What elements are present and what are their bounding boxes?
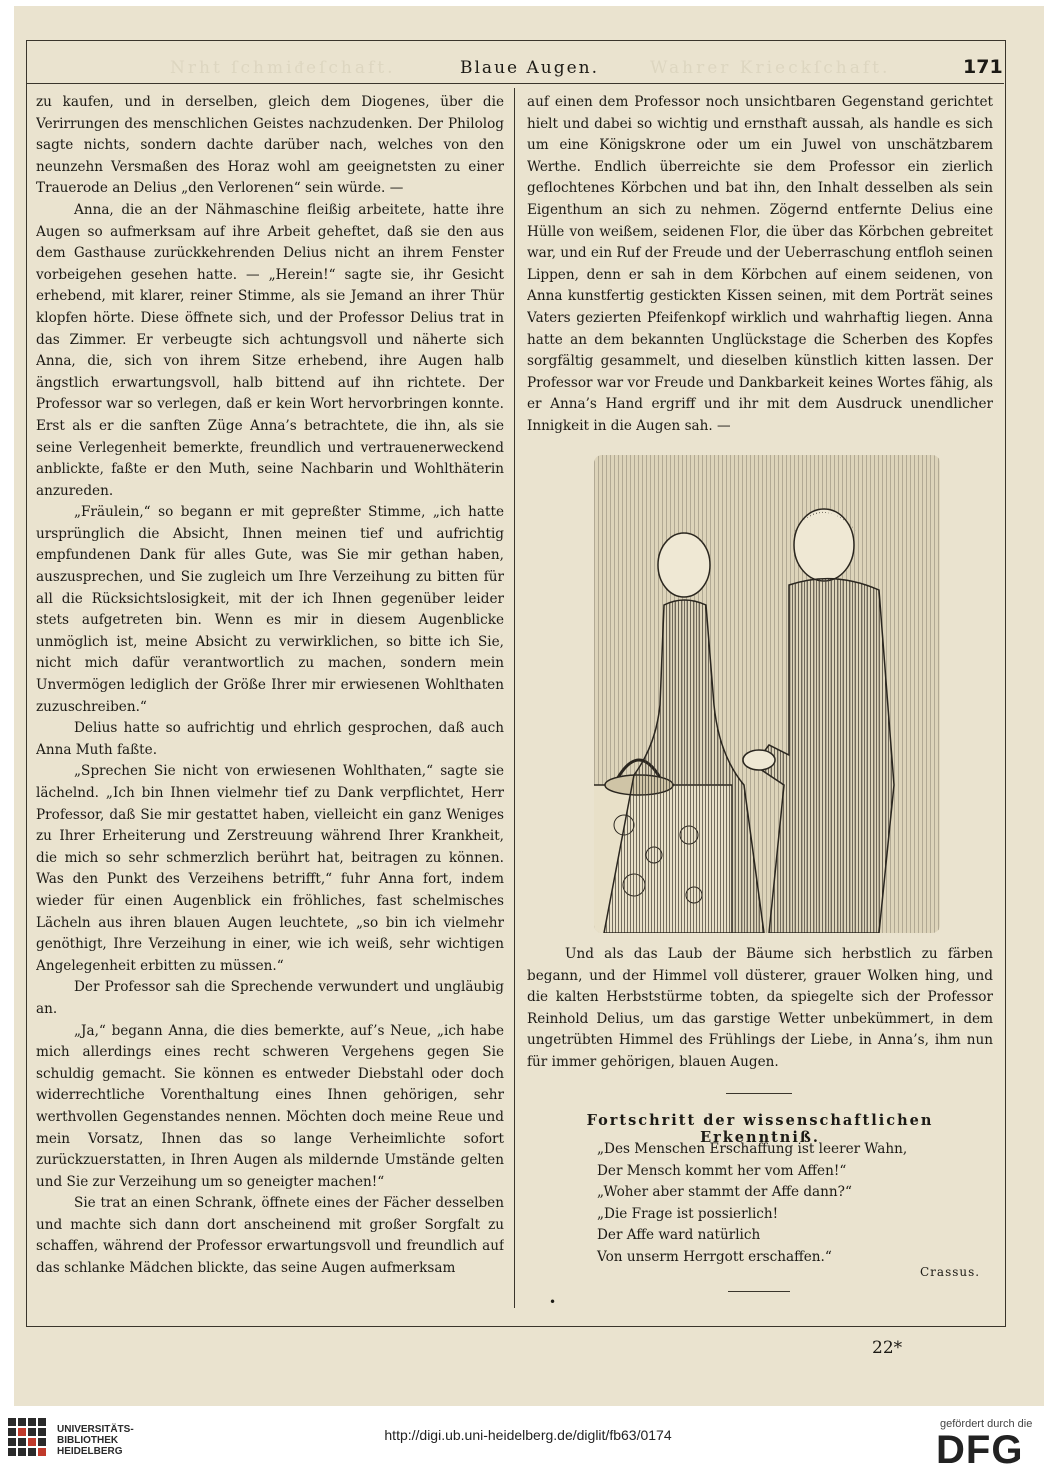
section-separator <box>726 1093 792 1094</box>
joined-hands <box>743 750 775 770</box>
paragraph: Anna, die an der Nähmaschine fleißig arbeitete, hatte ihre Augen so aufmerksam auf ihre Arbeit geheftet, daß sie den aus dem Gasthause zurückkehrenden Delius nicht an ihrem Fenster vorbeigehen gesehen hatte. — „Herein!“ sagte sie, ihr Gesicht erhebend, mit klarer, reiner Stimme, als sie Jemand an ihrer Thür klopfen hörte. Diese öffnete sich, und der Professor Delius trat in das Zimmer. Er verbeugte sich achtungsvoll und näherte sich Anna, die, sich von ihrem Sitze erhebend, ihre Augen halb ängstlich erwartungsvoll, halb bittend auf ihn richtete. Der Professor war so verlegen, daß er kein Wort hervorbringen konnte. Erst als er die sanften Züge Anna’s betrachtete, die ihn, als sie seine Verlegenheit bemerkte, freundlich und vertrauenerweckend anblickte, faßte er den Muth, seine Nachbarin und Wohlthäterin anzureden. <box>36 201 504 499</box>
section-title: Fortschritt der wissenschaftlichen Erkenntniß. <box>586 1112 934 1146</box>
library-name-line: HEIDELBERG <box>57 1446 123 1457</box>
paragraph: Delius hatte so aufrichtig und ehrlich gesprochen, daß auch Anna Muth faßte. <box>36 720 504 758</box>
paragraph: Der Professor sah die Sprechende verwundert und ungläubig an. <box>36 979 504 1017</box>
poem-line: „Des Menschen Erschaffung ist leerer Wahn, <box>597 1141 908 1157</box>
poem-line: Von unserm Herrgott erschaffen.“ <box>597 1248 832 1265</box>
page-number: 171 <box>963 56 1003 78</box>
paragraph: „Fräulein,“ so begann er mit gepreßter Stimme, „ich hatte ursprünglich die Absicht, Ihnen meinen tief und aufrichtig empfundenen Dank für alles Gute, was Sie mir gethan haben, auszusprechen, und Sie zugleich um Ihre Verzeihung zu bitten für all die Rücksichtslosigkeit, mit der ich Ihnen gegenüber leider stets aufgetreten bin. Wenn es mir in diesem Augenblicke unmöglich ist, meine Absicht zu verwirklichen, so bitte ich Sie, nicht mich dafür verantwortlich zu machen, sondern mein Unvermögen lediglich der Größe Ihrer mir erwiesenen Wohlthaten zuzuschreiben.“ <box>36 504 504 715</box>
paragraph: „Sprechen Sie nicht von erwiesenen Wohlthaten,“ sagte sie lächelnd. „Ich bin Ihnen vielmehr tief zu Dank verpflichtet, Herr Professor, daß Sie mir gestattet haben, vielleicht ein ganz Weniges zu Ihrer Erheiterung und Zerstreuung während Ihrer Krankheit, die mich so sehr schmerzlich berührt hat, beitragen zu können. Was den Punkt des Verzeihens betrifft,“ fuhr Anna fort, indem wieder für einen Augenblick ein fröhliches, fast schelmisches Lächeln aus ihren blauen Augen leuchtete, „so bin ich vielmehr genöthigt, Ihre Verzeihung in einer, wie ich weiß, sehr wichtigen Angelegenheit erbitten zu müssen.“ <box>36 763 504 974</box>
ornament-dot: • <box>549 1295 557 1309</box>
engraving-illustration <box>594 455 940 933</box>
right-column-top <box>527 92 993 450</box>
paragraph: zu kaufen, und in derselben, gleich dem Diogenes, über die Verirrungen des menschlichen Geistes nachzudenken. Der Philolog sagte nichts, sondern dachte darüber nach, welches von den neunzehn Versmaßen des Horaz wohl am geeignetsten zu einer Trauerode an Delius „den Verlorenen“ sein würde. — <box>36 94 504 197</box>
header-rule <box>27 83 1004 84</box>
permalink-url[interactable]: http://digi.ub.uni-heidelberg.de/diglit/fb63/0174 <box>384 1427 672 1443</box>
poem-line: „Die Frage ist possierlich! <box>597 1205 779 1222</box>
poem <box>597 1139 937 1269</box>
closing-separator <box>728 1291 790 1292</box>
right-column-bottom <box>527 944 993 1084</box>
running-title: Blaue Augen. <box>460 58 599 78</box>
column-divider <box>514 88 515 1308</box>
left-column <box>36 92 504 1314</box>
bleed-through-text: Nrht ſchmiᵭeſchaft. <box>170 58 396 78</box>
library-name-line: UNIVERSITÄTS- <box>57 1424 134 1435</box>
paragraph: Sie trat an einen Schrank, öffnete eines der Fächer desselben und machte sich dann dort anscheinend mit großer Sorgfalt zu schaffen, während der Professor erwartungsvoll und freundlich auf das schlanke Mädchen blickte, das seine Augen aufmerksam <box>36 1195 504 1277</box>
funded-by-label: gefördert durch die <box>940 1418 1033 1430</box>
poem-author: Crassus. <box>920 1265 981 1279</box>
bleed-through-text: Wahrer Krieckſchaft. <box>650 58 891 78</box>
paragraph: „Ja,“ begann Anna, die dies bemerkte, auf’s Neue, „ich habe mich allerdings eines recht schweren Vergehens gegen Sie schuldig gemacht. Sie können es entweder Diebstahl oder doch widerrechtliche Vorenthaltung eines Ihnen gehörigen, sehr werthvollen Gegenstandes nennen. Möchten doch meine Reue und mein Vorsatz, Ihnen das so lange Verheimlichte sofort zurückzuerstatten, in Ihren Augen als mildernde Umstände gelten und Sie zur Verzeihung um so geneigter machen!“ <box>36 1022 504 1190</box>
paragraph: Und als das Laub der Bäume sich herbstlich zu färben begann, und der Himmel voll düsterer, grauer Wolken hing, und die kalten Herbststürme tobten, da spiegelte sich der Professor Reinhold Delius, um das garstige Wetter unbekümmert, in dem ungetrübten Himmel des Frühlings der Liebe, in Anna’s, ihm nun für immer gehörigen, blauen Augen. <box>527 946 993 1070</box>
dfg-logo: DFG <box>936 1428 1024 1472</box>
poem-line: Der Affe ward natürlich <box>597 1227 761 1244</box>
poem-line: Der Mensch kommt her vom Affen!“ <box>597 1162 847 1179</box>
paragraph: auf einen dem Professor noch unsichtbaren Gegenstand gerichtet hielt und dabei so wichtig und ernsthaft aussah, als handle es sich um eine Königskrone oder um ein Juwel von unschätzbarem Werthe. Endlich überreichte sie dem Professor ein zierlich geflochtenes Körbchen und bat ihn, den Inhalt desselben als sein Eigenthum an sich zu nehmen. Zögernd entfernte Delius eine Hülle von weißem, seidenen Flor, die über das Körbchen gebreitet war, und ein Ruf der Freude und der Ueberraschung entfloh seinen Lippen, denn er sah in dem Körbchen auf einem seidenen, von Anna kunstfertig gestickten Kissen seinen, mit dem Porträt seines Vaters gezierten Pfeifenkopf wirklich und wahrhaftig liegen. Anna hatte an dem bekannten Unglückstage die Scherben des Kopfes sorgfältig gesammelt, und dieselben künstlich kitten lassen. Der Professor war vor Freude und Dankbarkeit keines Wortes fähig, als er Anna’s Hand ergriff und ihr mit dem Ausdruck unendlicher Innigkeit in die Augen sah. — <box>527 94 993 434</box>
poem-line: „Woher aber stammt der Affe dann?“ <box>597 1184 852 1201</box>
library-name-line: BIBLIOTHEK <box>57 1435 119 1446</box>
printer-signature: 22* <box>872 1338 903 1358</box>
footer-bar <box>0 1406 1056 1482</box>
couple-engraving <box>594 455 940 933</box>
